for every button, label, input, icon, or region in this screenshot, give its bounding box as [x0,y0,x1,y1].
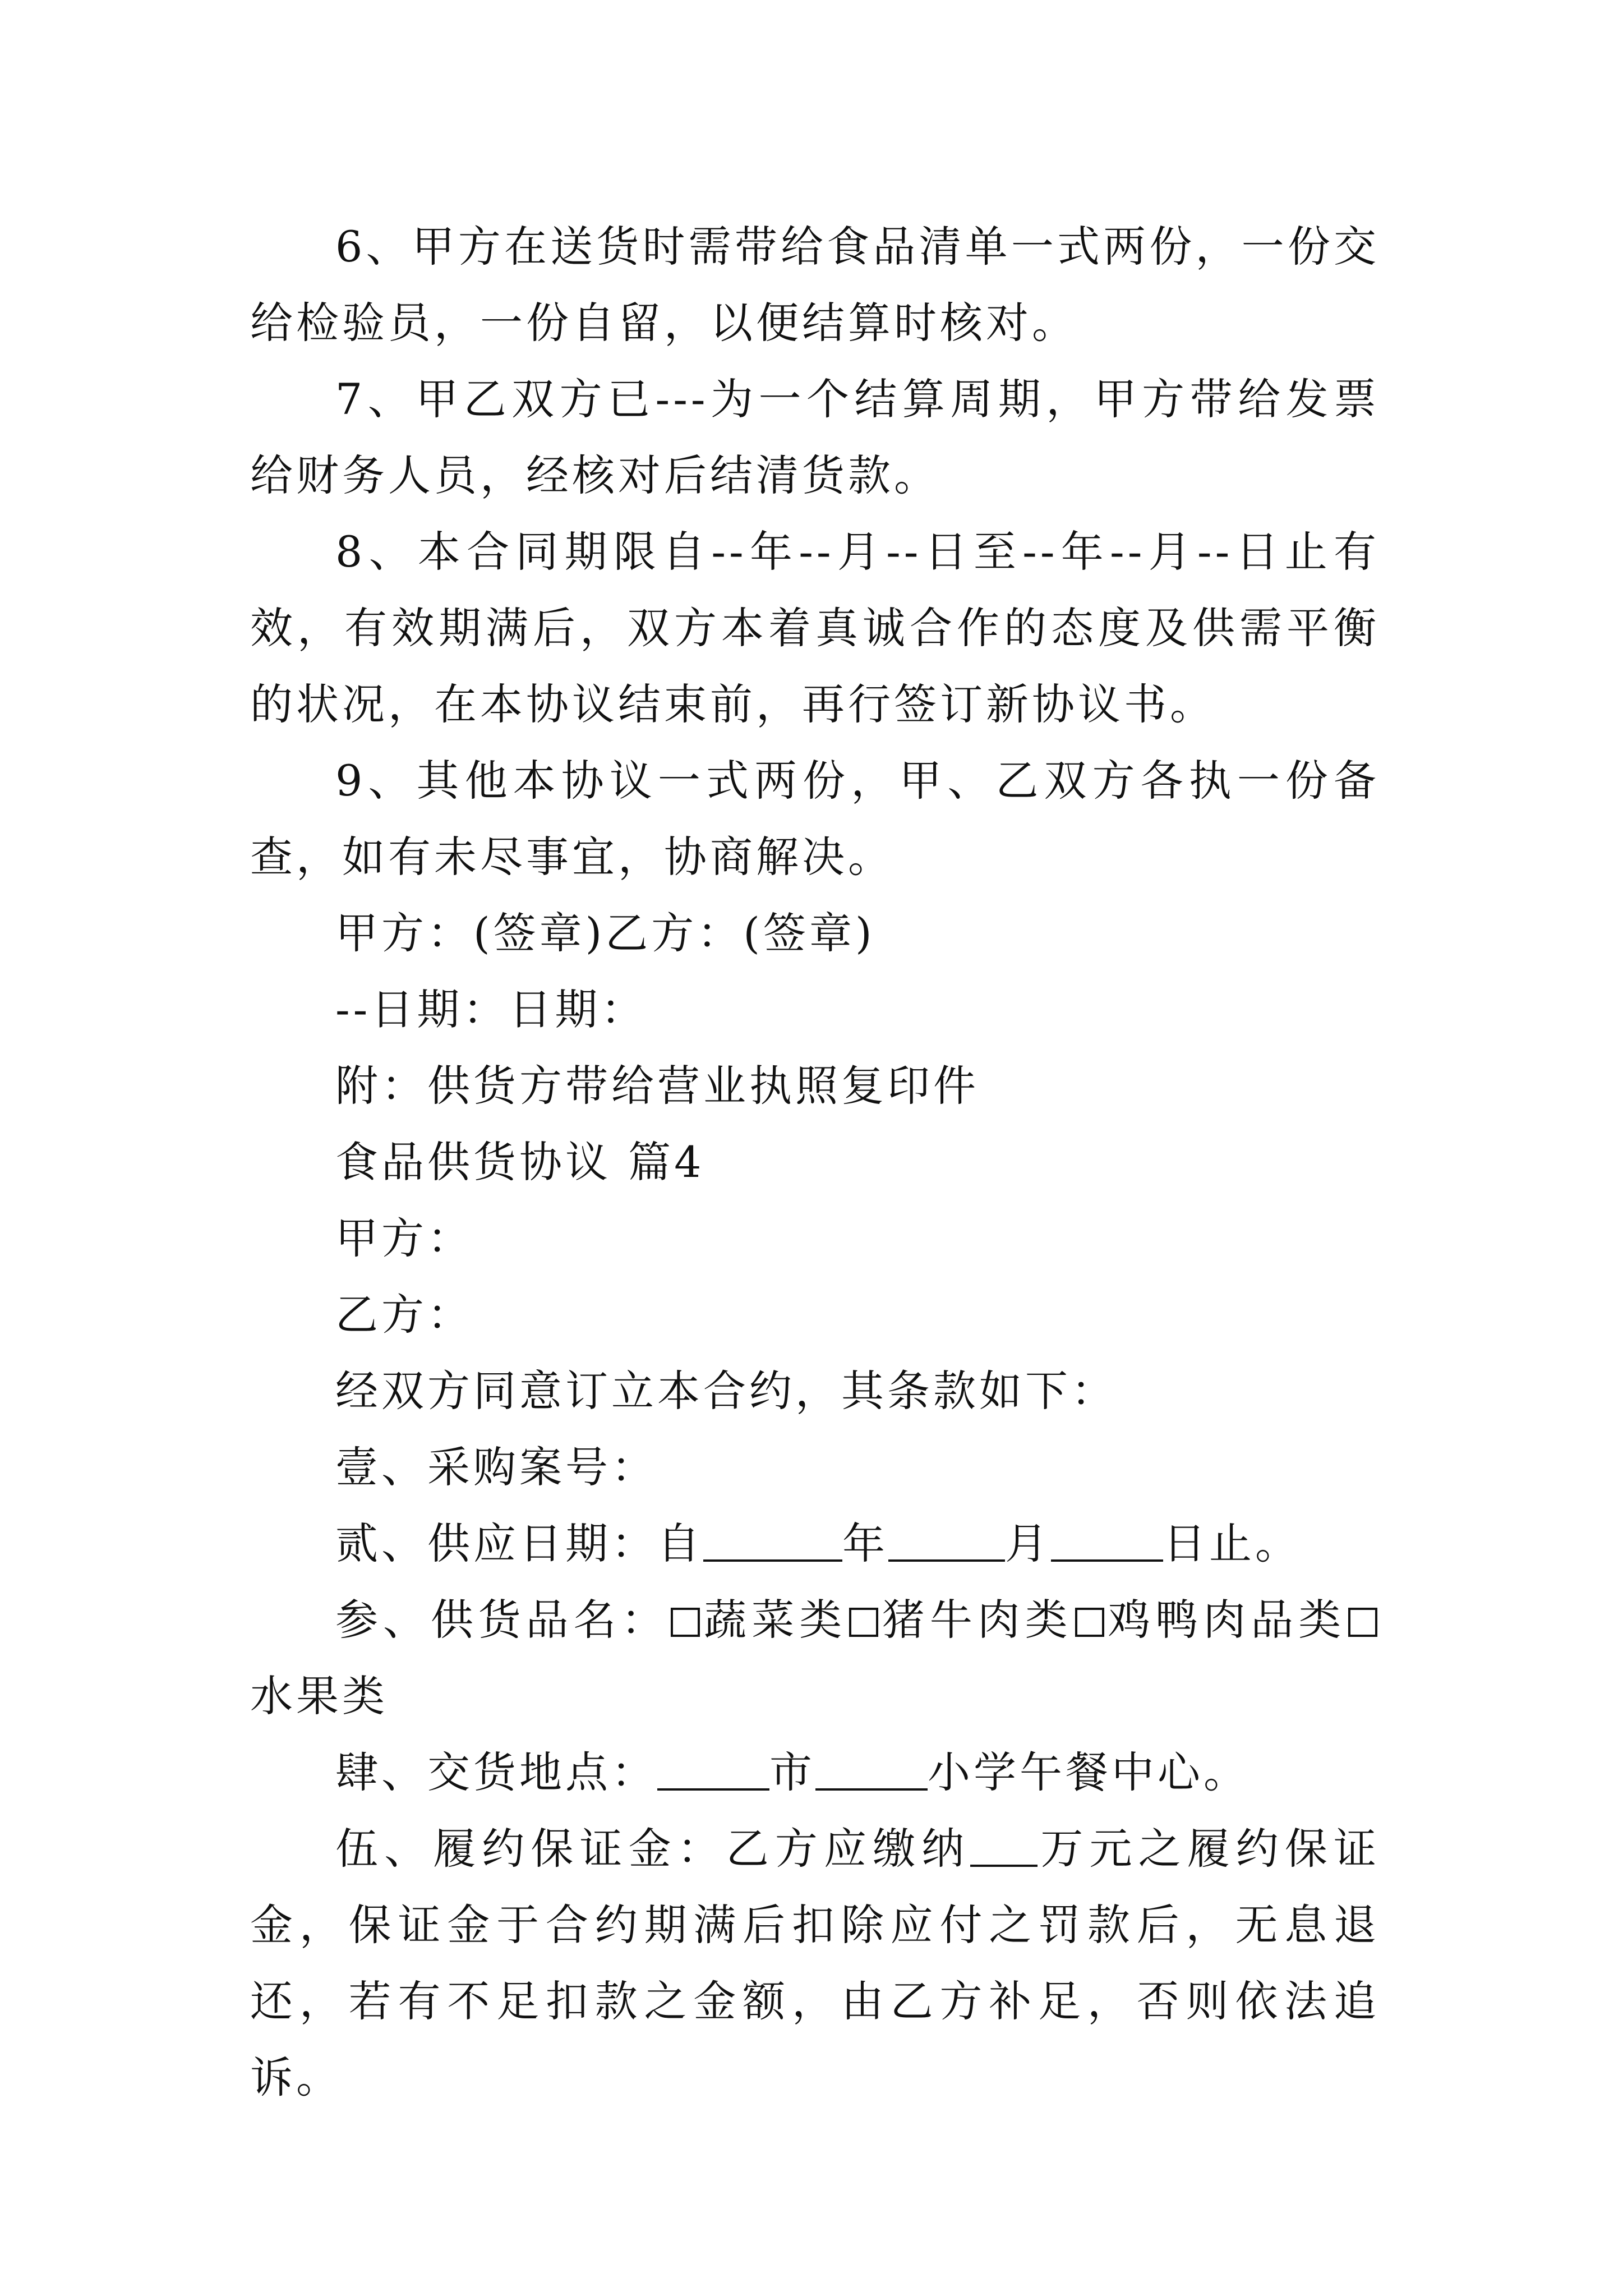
document-body [250,209,1380,2116]
item-4-suffix: 小学午餐中心。 [928,1747,1249,1797]
item-2-suffix: 日止。 [1163,1519,1301,1568]
checkbox-poultry[interactable] [1075,1608,1104,1637]
item-5 [250,1811,1380,2116]
clause-8: 8、本合同期限自--年--月--日至--年--月--日止有效，有效期满后，双方本着真诚合作的态度及供需平衡的状况，在本协议结束前，再行签订新协议书。 [250,527,1380,729]
year-blank [703,1524,842,1562]
item-3-opt4: 水果类 [250,1671,388,1721]
item-4 [250,1734,1380,1811]
party-a-line: 甲方： [335,1213,473,1263]
city-blank [657,1752,769,1791]
clause-9: 9、其他本协议一式两份，甲、乙双方各执一份备查，如有未尽事宜，协商解决。 [250,756,1380,882]
party-b-line: 乙方： [335,1290,473,1340]
clause-7: 7、甲乙双方已---为一个结算周期，甲方带给发票给财务人员，经核对后结清货款。 [250,374,1380,500]
date-line: --日期：日期： [335,984,647,1034]
checkbox-vegetables[interactable] [671,1608,700,1637]
intro-line: 经双方同意订立本合约，其条款如下： [335,1366,1117,1416]
month-blank [888,1524,1005,1562]
item-3-opt1: 蔬菜类 [702,1595,847,1645]
item-4-prefix: 肆、交货地点： [335,1747,657,1797]
item-2 [250,1506,1380,1582]
checkbox-fruit[interactable] [1348,1608,1377,1637]
item-4-city: 市 [769,1747,815,1797]
attachment-line: 附：供货方带给营业执照复印件 [335,1061,979,1111]
school-blank [815,1752,928,1791]
item-5-prefix: 伍、履约保证金：乙方应缴纳 [335,1824,971,1874]
signature-line: 甲方：(签章)乙方：(签章) [335,908,875,958]
section-title: 食品供货协议 篇4 [335,1137,705,1187]
item-1: 壹、采购案号： [335,1442,657,1492]
amount-blank [970,1829,1038,1867]
item-2-year: 年 [842,1519,888,1568]
clause-6: 6、甲方在送货时需带给食品清单一式两份，一份交给检验员，一份自留，以便结算时核对。 [250,222,1380,348]
item-3-opt3: 鸡鸭肉品类 [1106,1595,1347,1645]
day-blank [1051,1524,1163,1562]
item-2-prefix: 贰、供应日期：自 [335,1519,703,1568]
item-2-month: 月 [1005,1519,1051,1568]
item-3 [250,1582,1380,1734]
item-3-prefix: 参、供货品名： [335,1595,669,1645]
item-3-opt2: 猪牛肉类 [880,1595,1073,1645]
checkbox-pork-beef[interactable] [849,1608,878,1637]
item-5-suffix: 万元之履约保证金，保证金于合约期满后扣除应付之罚款后，无息退还，若有不足扣款之金额，由乙方补足，否则依法追诉。 [250,1824,1380,2102]
